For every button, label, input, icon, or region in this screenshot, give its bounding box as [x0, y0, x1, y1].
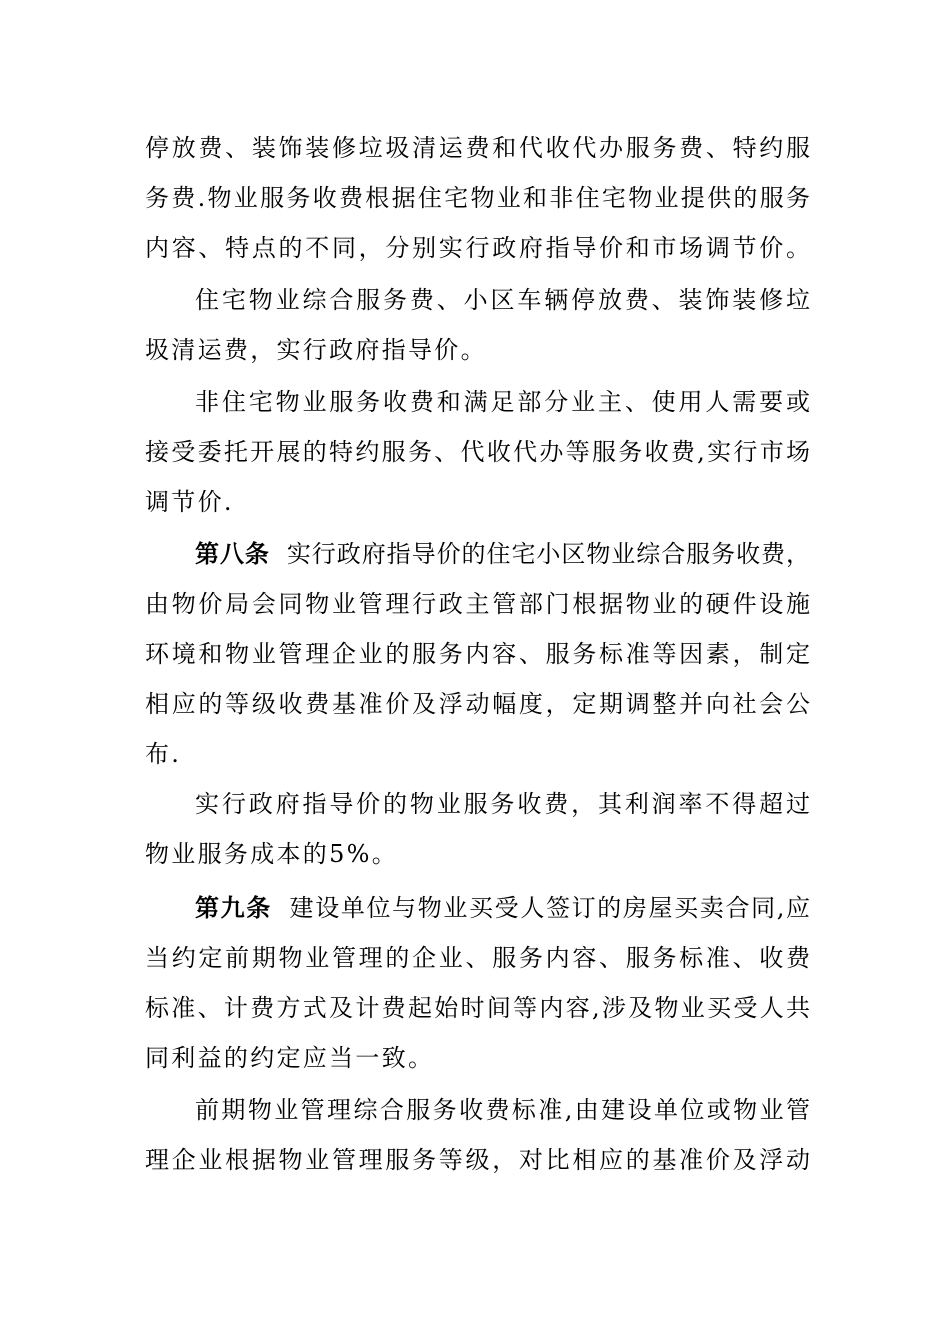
body-line: 理企业根据物业管理服务等级，对比相应的基准价及浮动 — [145, 1146, 810, 1174]
body-line: 住宅物业综合服务费、小区车辆停放费、装饰装修垃 — [195, 286, 810, 314]
article-9-first-line — [195, 892, 810, 924]
body-line: 调节价. — [145, 488, 234, 516]
body-line: 标准、计费方式及计费起始时间等内容,涉及物业买受人共 — [145, 994, 810, 1022]
article-8-text: 实行政府指导价的住宅小区物业综合服务收费， — [285, 540, 810, 568]
body-line: 当约定前期物业管理的企业、服务内容、服务标准、收费 — [145, 944, 810, 972]
article-8-first-line — [195, 538, 810, 570]
body-line: 同利益的约定应当一致。 — [145, 1044, 435, 1072]
body-line: 前期物业管理综合服务收费标准,由建设单位或物业管 — [195, 1096, 810, 1124]
body-line: 环境和物业管理企业的服务内容、服务标准等因素，制定 — [145, 640, 810, 668]
article-9-heading: 第九条 — [195, 894, 272, 922]
body-line: 务费.物业服务收费根据住宅物业和非住宅物业提供的服务 — [145, 184, 810, 212]
body-line: 停放费、装饰装修垃圾清运费和代收代办服务费、特约服 — [145, 134, 810, 162]
article-8-heading: 第八条 — [195, 540, 270, 568]
body-line: 物业服务成本的5%。 — [145, 840, 399, 868]
article-9-text: 建设单位与物业买受人签订的房屋买卖合同,应 — [287, 894, 810, 922]
body-line: 圾清运费，实行政府指导价。 — [145, 336, 487, 364]
body-line: 实行政府指导价的物业服务收费，其利润率不得超过 — [195, 790, 810, 818]
body-line: 相应的等级收费基准价及浮动幅度，定期调整并向社会公 — [145, 690, 810, 718]
body-line: 由物价局会同物业管理行政主管部门根据物业的硬件设施 — [145, 590, 810, 618]
body-line: 接受委托开展的特约服务、代收代办等服务收费,实行市场 — [145, 438, 810, 466]
body-line: 非住宅物业服务收费和满足部分业主、使用人需要或 — [195, 388, 810, 416]
body-line: 布. — [145, 740, 182, 768]
body-line: 内容、特点的不同，分别实行政府指导价和市场调节价。 — [145, 234, 810, 262]
